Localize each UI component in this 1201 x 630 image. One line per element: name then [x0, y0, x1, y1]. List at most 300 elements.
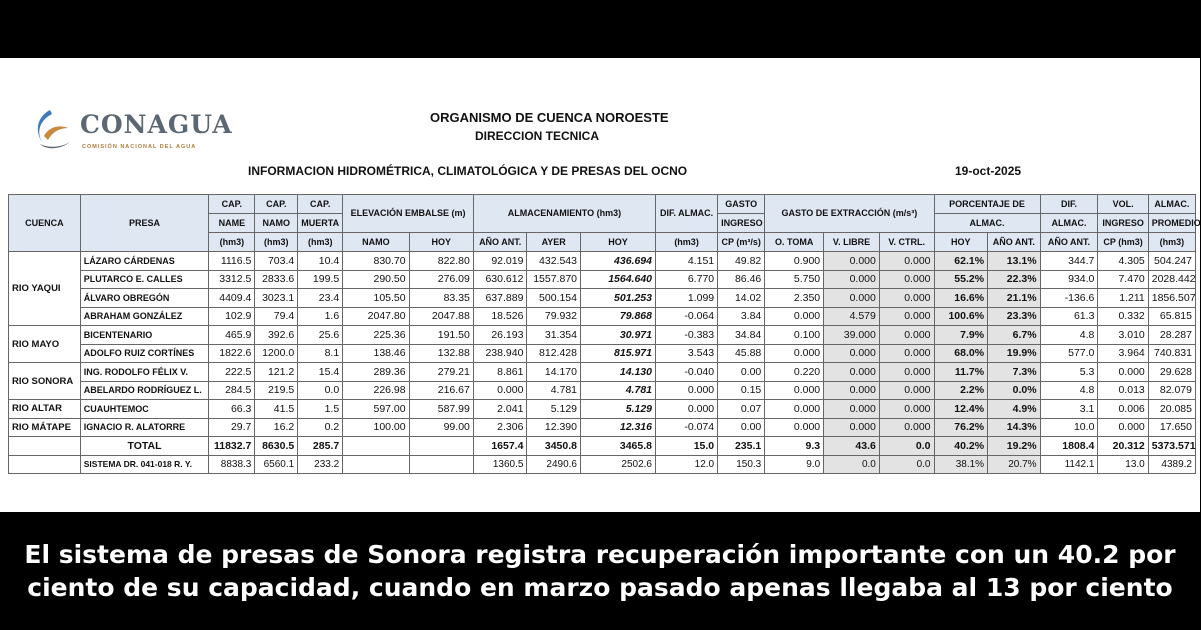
cell-prom: 20.085: [1148, 400, 1195, 419]
cell-v-libre: 0.000: [824, 252, 880, 271]
cell-namo: 79.4: [255, 307, 298, 326]
cell-name: 4409.4: [209, 289, 255, 308]
col-gasto-extraccion: GASTO DE EXTRACCIÓN (m/s³): [765, 195, 934, 233]
cell-vol: 0.013: [1098, 381, 1148, 400]
cell-muerta: 199.5: [298, 270, 343, 289]
cell-v-ctrl: 0.000: [879, 270, 934, 289]
total-cell-v-libre: 43.6: [824, 437, 880, 456]
system-label: SISTEMA DR. 041-018 R. Y.: [80, 455, 209, 474]
cell-pct-ant: 19.9%: [988, 344, 1041, 363]
cell-muerta: 10.4: [298, 252, 343, 271]
cell-elev-hoy: 132.88: [409, 344, 473, 363]
cell-pct-ant: 22.3%: [988, 270, 1041, 289]
cell-elev-hoy: 191.50: [409, 326, 473, 345]
cell-elev-namo: 226.98: [343, 381, 409, 400]
cell-v-ctrl: 0.000: [879, 252, 934, 271]
dams-table: [8, 194, 1201, 474]
col-v-ctrl: V. CTRL.: [879, 233, 934, 252]
total-cell-dif-ant: 1808.4: [1040, 437, 1098, 456]
table-row: [9, 326, 1196, 345]
cell-namo: 2833.6: [255, 270, 298, 289]
col-vol-ingreso: INGRESO: [1098, 214, 1148, 233]
system-cell-pct-ant: 20.7%: [988, 455, 1041, 474]
system-row: [9, 455, 1196, 474]
cell-ayer: 12.390: [527, 418, 581, 437]
cell-o-toma: 0.000: [765, 344, 824, 363]
total-cell-ingreso: 235.1: [718, 437, 765, 456]
table-row: [9, 381, 1196, 400]
cell-pct-hoy: 62.1%: [934, 252, 988, 271]
cell-namo: 219.5: [255, 381, 298, 400]
basin-cell: RIO ALTAR: [9, 400, 81, 419]
cell-v-libre: 0.000: [824, 289, 880, 308]
cell-v-libre: 0.000: [824, 418, 880, 437]
dam-name-cell: PLUTARCO E. CALLES: [80, 270, 209, 289]
col-cap-namo-2: NAMO: [255, 214, 298, 233]
system-cell-o-toma: 9.0: [765, 455, 824, 474]
cell-o-toma: 0.220: [765, 363, 824, 382]
logo-wordmark: CONAGUA: [80, 110, 233, 139]
cell-prom: 82.079: [1148, 381, 1195, 400]
cell-name: 1822.6: [209, 344, 255, 363]
cell-name: 3312.5: [209, 270, 255, 289]
total-row: [9, 437, 1196, 456]
cell-pct-hoy: 68.0%: [934, 344, 988, 363]
cell-muerta: 25.6: [298, 326, 343, 345]
cell-ingreso: 14.02: [718, 289, 765, 308]
cell-v-ctrl: 0.000: [879, 381, 934, 400]
cell-prom: 17.650: [1148, 418, 1195, 437]
cell-ayer: 14.170: [527, 363, 581, 382]
cell-dif-ant: 934.0: [1040, 270, 1098, 289]
cell-dif: 3.543: [656, 344, 718, 363]
col-namo-unit: (hm3): [255, 233, 298, 252]
cell-o-toma: 0.000: [765, 400, 824, 419]
cell-elev-hoy: 83.35: [409, 289, 473, 308]
cell-vol: 3.010: [1098, 326, 1148, 345]
blank-cell: [343, 455, 409, 474]
col-cp-m3s: CP (m³/s): [718, 233, 765, 252]
cell-dif: -0.064: [656, 307, 718, 326]
cell-elev-namo: 105.50: [343, 289, 409, 308]
conagua-emblem-icon: [30, 106, 74, 152]
cell-v-ctrl: 0.000: [879, 400, 934, 419]
col-name-unit: (hm3): [209, 233, 255, 252]
col-dif-almac2: ALMAC.: [1040, 214, 1098, 233]
total-cell-pct-ant: 19.2%: [988, 437, 1041, 456]
total-cell-ano-ant: 1657.4: [473, 437, 527, 456]
cell-ingreso: 3.84: [718, 307, 765, 326]
cell-elev-hoy: 99.00: [409, 418, 473, 437]
col-almacenamiento: ALMACENAMIENTO (hm3): [473, 195, 655, 233]
cell-elev-hoy: 276.09: [409, 270, 473, 289]
cell-ingreso: 0.15: [718, 381, 765, 400]
system-cell-ayer: 2490.6: [527, 455, 581, 474]
table-body: [9, 252, 1196, 474]
cell-dif-ant: 3.1: [1040, 400, 1098, 419]
table-row: [9, 363, 1196, 382]
cell-hoy: 79.868: [581, 307, 656, 326]
cell-pct-ant: 23.3%: [988, 307, 1041, 326]
cell-prom: 1856.507: [1148, 289, 1195, 308]
cell-elev-hoy: 279.21: [409, 363, 473, 382]
cell-namo: 16.2: [255, 418, 298, 437]
system-cell-ingreso: 150.3: [718, 455, 765, 474]
cell-ingreso: 0.07: [718, 400, 765, 419]
cell-v-libre: 0.000: [824, 400, 880, 419]
col-cap-muerta-2: MUERTA: [298, 214, 343, 233]
cell-v-ctrl: 0.000: [879, 289, 934, 308]
cell-pct-hoy: 7.9%: [934, 326, 988, 345]
col-almac: ALMAC.: [934, 214, 1040, 233]
col-pct-hoy: HOY: [934, 233, 988, 252]
col-elevacion: ELEVACIÓN EMBALSE (m): [343, 195, 474, 233]
total-cell-prom: 5373.571: [1148, 437, 1195, 456]
cell-vol: 1.211: [1098, 289, 1148, 308]
cell-prom: 28.287: [1148, 326, 1195, 345]
cell-dif: 4.151: [656, 252, 718, 271]
cell-hoy: 12.316: [581, 418, 656, 437]
cell-o-toma: 0.000: [765, 307, 824, 326]
cell-name: 465.9: [209, 326, 255, 345]
cell-namo: 392.6: [255, 326, 298, 345]
col-cap-name-2: NAME: [209, 214, 255, 233]
system-cell-muerta: 233.2: [298, 455, 343, 474]
system-cell-pct-hoy: 38.1%: [934, 455, 988, 474]
cell-ano-ant: 2.306: [473, 418, 527, 437]
blank-cell: [409, 437, 473, 456]
cell-ingreso: 34.84: [718, 326, 765, 345]
cell-name: 1116.5: [209, 252, 255, 271]
table-row: [9, 418, 1196, 437]
cell-hoy: 30.971: [581, 326, 656, 345]
cell-ayer: 4.781: [527, 381, 581, 400]
cell-vol: 0.006: [1098, 400, 1148, 419]
col-vol: VOL.: [1098, 195, 1148, 214]
cell-hoy: 501.253: [581, 289, 656, 308]
cell-ano-ant: 26.193: [473, 326, 527, 345]
cell-elev-hoy: 216.67: [409, 381, 473, 400]
header-row-1: [9, 195, 1196, 214]
cell-ano-ant: 238.940: [473, 344, 527, 363]
cell-v-libre: 0.000: [824, 363, 880, 382]
table-row: [9, 289, 1196, 308]
cell-dif-ant: 577.0: [1040, 344, 1098, 363]
cell-hoy: 4.781: [581, 381, 656, 400]
cell-vol: 7.470: [1098, 270, 1148, 289]
dam-name-cell: CUAUHTEMOC: [80, 400, 209, 419]
cell-name: 222.5: [209, 363, 255, 382]
cell-muerta: 0.0: [298, 381, 343, 400]
total-cell-vol: 20.312: [1098, 437, 1148, 456]
cell-hoy: 14.130: [581, 363, 656, 382]
col-muerta-unit: (hm3): [298, 233, 343, 252]
table-row: [9, 270, 1196, 289]
col-cuenca: CUENCA: [9, 195, 81, 252]
basin-cell: RIO MÁTAPE: [9, 418, 81, 437]
cell-dif: -0.074: [656, 418, 718, 437]
system-cell-name: 8838.3: [209, 455, 255, 474]
dam-name-cell: IGNACIO R. ALATORRE: [80, 418, 209, 437]
system-cell-prom: 4389.2: [1148, 455, 1195, 474]
cell-elev-hoy: 2047.88: [409, 307, 473, 326]
cell-ayer: 432.543: [527, 252, 581, 271]
cell-name: 284.5: [209, 381, 255, 400]
system-cell-ano-ant: 1360.5: [473, 455, 527, 474]
basin-cell: RIO YAQUI: [9, 252, 81, 326]
cell-v-libre: 4.579: [824, 307, 880, 326]
cell-v-ctrl: 0.000: [879, 307, 934, 326]
cell-elev-namo: 225.36: [343, 326, 409, 345]
cell-namo: 121.2: [255, 363, 298, 382]
cell-pct-ant: 14.3%: [988, 418, 1041, 437]
cell-dif-ant: 4.8: [1040, 381, 1098, 400]
cell-name: 66.3: [209, 400, 255, 419]
col-o-toma: O. TOMA: [765, 233, 824, 252]
cell-vol: 0.000: [1098, 418, 1148, 437]
cell-dif-ant: 10.0: [1040, 418, 1098, 437]
cell-ayer: 812.428: [527, 344, 581, 363]
col-ingreso: INGRESO: [718, 214, 765, 233]
table-row: [9, 252, 1196, 271]
col-gasto: GASTO: [718, 195, 765, 214]
table-row: [9, 400, 1196, 419]
col-promedio: PROMEDIO: [1148, 214, 1195, 233]
total-cell-namo: 8630.5: [255, 437, 298, 456]
cell-namo: 41.5: [255, 400, 298, 419]
total-cell-dif: 15.0: [656, 437, 718, 456]
cell-name: 102.9: [209, 307, 255, 326]
col-pct-ano-ant: AÑO ANT.: [988, 233, 1041, 252]
cell-dif: -0.040: [656, 363, 718, 382]
cell-v-ctrl: 0.000: [879, 344, 934, 363]
cell-hoy: 436.694: [581, 252, 656, 271]
dam-name-cell: BICENTENARIO: [80, 326, 209, 345]
cell-o-toma: 0.000: [765, 381, 824, 400]
cell-v-libre: 0.000: [824, 270, 880, 289]
blank-cell: [9, 455, 81, 474]
col-ayer: AYER: [527, 233, 581, 252]
cell-prom: 504.247: [1148, 252, 1195, 271]
caption-text: El sistema de presas de Sonora registra recuperación importante con un 40.2 por ciento de su capacidad, cuando en marzo pasado apenas llegaba al 13 por ciento: [24, 540, 1176, 602]
basin-cell: RIO SONORA: [9, 363, 81, 400]
cell-v-libre: 39.000: [824, 326, 880, 345]
col-dif-unit: (hm3): [656, 233, 718, 252]
cell-elev-namo: 597.00: [343, 400, 409, 419]
total-cell-name: 11832.7: [209, 437, 255, 456]
col-hoy: HOY: [581, 233, 656, 252]
cell-dif-ant: 344.7: [1040, 252, 1098, 271]
cell-v-ctrl: 0.000: [879, 418, 934, 437]
report-title: INFORMACION HIDROMÉTRICA, CLIMATOLÓGICA Y DE PRESAS DEL OCNO: [248, 164, 688, 178]
cell-hoy: 1564.640: [581, 270, 656, 289]
col-presa: PRESA: [80, 195, 209, 252]
cell-ano-ant: 2.041: [473, 400, 527, 419]
report-sheet: [0, 58, 1200, 512]
cell-v-libre: 0.000: [824, 344, 880, 363]
cell-prom: 740.831: [1148, 344, 1195, 363]
cell-ano-ant: 92.019: [473, 252, 527, 271]
cell-o-toma: 0.900: [765, 252, 824, 271]
cell-pct-hoy: 76.2%: [934, 418, 988, 437]
cell-pct-ant: 4.9%: [988, 400, 1041, 419]
cell-elev-hoy: 822.80: [409, 252, 473, 271]
col-dif-almac: DIF. ALMAC.: [656, 195, 718, 233]
cell-elev-namo: 290.50: [343, 270, 409, 289]
col-elev-namo: NAMO: [343, 233, 409, 252]
cell-dif: -0.383: [656, 326, 718, 345]
cell-ano-ant: 630.612: [473, 270, 527, 289]
cell-elev-namo: 289.36: [343, 363, 409, 382]
col-cp-hm3: CP (hm3): [1098, 233, 1148, 252]
col-elev-hoy: HOY: [409, 233, 473, 252]
col-cap-namo-1: CAP.: [255, 195, 298, 214]
cell-pct-hoy: 11.7%: [934, 363, 988, 382]
dam-name-cell: LÁZARO CÁRDENAS: [80, 252, 209, 271]
system-cell-v-ctrl: 0.0: [879, 455, 934, 474]
cell-muerta: 1.5: [298, 400, 343, 419]
cell-elev-namo: 830.70: [343, 252, 409, 271]
cell-pct-ant: 6.7%: [988, 326, 1041, 345]
cell-ano-ant: 8.861: [473, 363, 527, 382]
blank-cell: [409, 455, 473, 474]
cell-prom: 65.815: [1148, 307, 1195, 326]
cell-dif: 0.000: [656, 381, 718, 400]
conagua-logo: [30, 106, 250, 156]
cell-ingreso: 45.88: [718, 344, 765, 363]
cell-ayer: 5.129: [527, 400, 581, 419]
col-cap-name-1: CAP.: [209, 195, 255, 214]
cell-ingreso: 0.00: [718, 363, 765, 382]
col-dif-ano-ant: AÑO ANT.: [1040, 233, 1098, 252]
cell-ano-ant: 0.000: [473, 381, 527, 400]
cell-muerta: 23.4: [298, 289, 343, 308]
caption-bar: [0, 512, 1200, 630]
cell-dif-ant: 61.3: [1040, 307, 1098, 326]
cell-ano-ant: 637.889: [473, 289, 527, 308]
basin-cell: RIO MAYO: [9, 326, 81, 363]
cell-hoy: 815.971: [581, 344, 656, 363]
cell-namo: 1200.0: [255, 344, 298, 363]
cell-elev-hoy: 587.99: [409, 400, 473, 419]
system-cell-dif-ant: 1142.1: [1040, 455, 1098, 474]
cell-muerta: 8.1: [298, 344, 343, 363]
blank-cell: [9, 437, 81, 456]
cell-pct-ant: 13.1%: [988, 252, 1041, 271]
cell-vol: 0.332: [1098, 307, 1148, 326]
cell-vol: 0.000: [1098, 363, 1148, 382]
cell-name: 29.7: [209, 418, 255, 437]
direction-title: DIRECCION TECNICA: [475, 129, 600, 143]
cell-pct-hoy: 100.6%: [934, 307, 988, 326]
cell-muerta: 15.4: [298, 363, 343, 382]
dam-name-cell: ABELARDO RODRÍGUEZ L.: [80, 381, 209, 400]
cell-prom: 2028.442: [1148, 270, 1195, 289]
cell-v-libre: 0.000: [824, 381, 880, 400]
report-date: 19-oct-2025: [955, 164, 1022, 178]
total-cell-pct-hoy: 40.2%: [934, 437, 988, 456]
cell-namo: 3023.1: [255, 289, 298, 308]
cell-ayer: 500.154: [527, 289, 581, 308]
cell-dif: 6.770: [656, 270, 718, 289]
cell-ayer: 79.932: [527, 307, 581, 326]
cell-ano-ant: 18.526: [473, 307, 527, 326]
col-v-libre: V. LIBRE: [824, 233, 880, 252]
total-cell-ayer: 3450.8: [527, 437, 581, 456]
system-cell-namo: 6560.1: [255, 455, 298, 474]
cell-o-toma: 5.750: [765, 270, 824, 289]
total-cell-v-ctrl: 0.0: [879, 437, 934, 456]
col-porcentaje: PORCENTAJE DE: [934, 195, 1040, 214]
cell-dif-ant: 5.3: [1040, 363, 1098, 382]
cell-ingreso: 86.46: [718, 270, 765, 289]
system-cell-vol: 13.0: [1098, 455, 1148, 474]
cell-dif: 1.099: [656, 289, 718, 308]
cell-o-toma: 2.350: [765, 289, 824, 308]
logo-subtitle: COMISIÓN NACIONAL DEL AGUA: [82, 144, 197, 150]
cell-namo: 703.4: [255, 252, 298, 271]
cell-v-ctrl: 0.000: [879, 363, 934, 382]
cell-pct-hoy: 55.2%: [934, 270, 988, 289]
dam-name-cell: ING. RODOLFO FÉLIX V.: [80, 363, 209, 382]
cell-ingreso: 0.00: [718, 418, 765, 437]
cell-vol: 4.305: [1098, 252, 1148, 271]
col-ano-ant: AÑO ANT.: [473, 233, 527, 252]
system-cell-dif: 12.0: [656, 455, 718, 474]
col-cap-muerta-1: CAP.: [298, 195, 343, 214]
cell-v-ctrl: 0.000: [879, 326, 934, 345]
total-cell-hoy: 3465.8: [581, 437, 656, 456]
cell-o-toma: 0.000: [765, 418, 824, 437]
dam-name-cell: ÁLVARO OBREGÓN: [80, 289, 209, 308]
col-dif: DIF.: [1040, 195, 1098, 214]
cell-dif: 0.000: [656, 400, 718, 419]
table-row: [9, 344, 1196, 363]
dam-name-cell: ADOLFO RUIZ CORTÍNES: [80, 344, 209, 363]
cell-pct-ant: 21.1%: [988, 289, 1041, 308]
cell-pct-hoy: 16.6%: [934, 289, 988, 308]
cell-ayer: 1557.870: [527, 270, 581, 289]
col-almac-prom-1: ALMAC.: [1148, 195, 1195, 214]
cell-muerta: 1.6: [298, 307, 343, 326]
cell-dif-ant: -136.6: [1040, 289, 1098, 308]
cell-pct-ant: 7.3%: [988, 363, 1041, 382]
total-cell-o-toma: 9.3: [765, 437, 824, 456]
cell-hoy: 5.129: [581, 400, 656, 419]
cell-pct-hoy: 2.2%: [934, 381, 988, 400]
cell-ayer: 31.354: [527, 326, 581, 345]
cell-dif-ant: 4.8: [1040, 326, 1098, 345]
system-cell-hoy: 2502.6: [581, 455, 656, 474]
dam-name-cell: ABRAHAM GONZÁLEZ: [80, 307, 209, 326]
cell-vol: 3.964: [1098, 344, 1148, 363]
cell-elev-namo: 100.00: [343, 418, 409, 437]
blank-cell: [343, 437, 409, 456]
cell-elev-namo: 2047.80: [343, 307, 409, 326]
cell-pct-hoy: 12.4%: [934, 400, 988, 419]
col-prom-unit: (hm3): [1148, 233, 1195, 252]
top-black-bar: [0, 0, 1200, 58]
cell-o-toma: 0.100: [765, 326, 824, 345]
cell-prom: 29.628: [1148, 363, 1195, 382]
organization-title: ORGANISMO DE CUENCA NOROESTE: [430, 110, 669, 125]
total-cell-muerta: 285.7: [298, 437, 343, 456]
cell-elev-namo: 138.46: [343, 344, 409, 363]
table-row: [9, 307, 1196, 326]
cell-muerta: 0.2: [298, 418, 343, 437]
cell-pct-ant: 0.0%: [988, 381, 1041, 400]
system-cell-v-libre: 0.0: [824, 455, 880, 474]
